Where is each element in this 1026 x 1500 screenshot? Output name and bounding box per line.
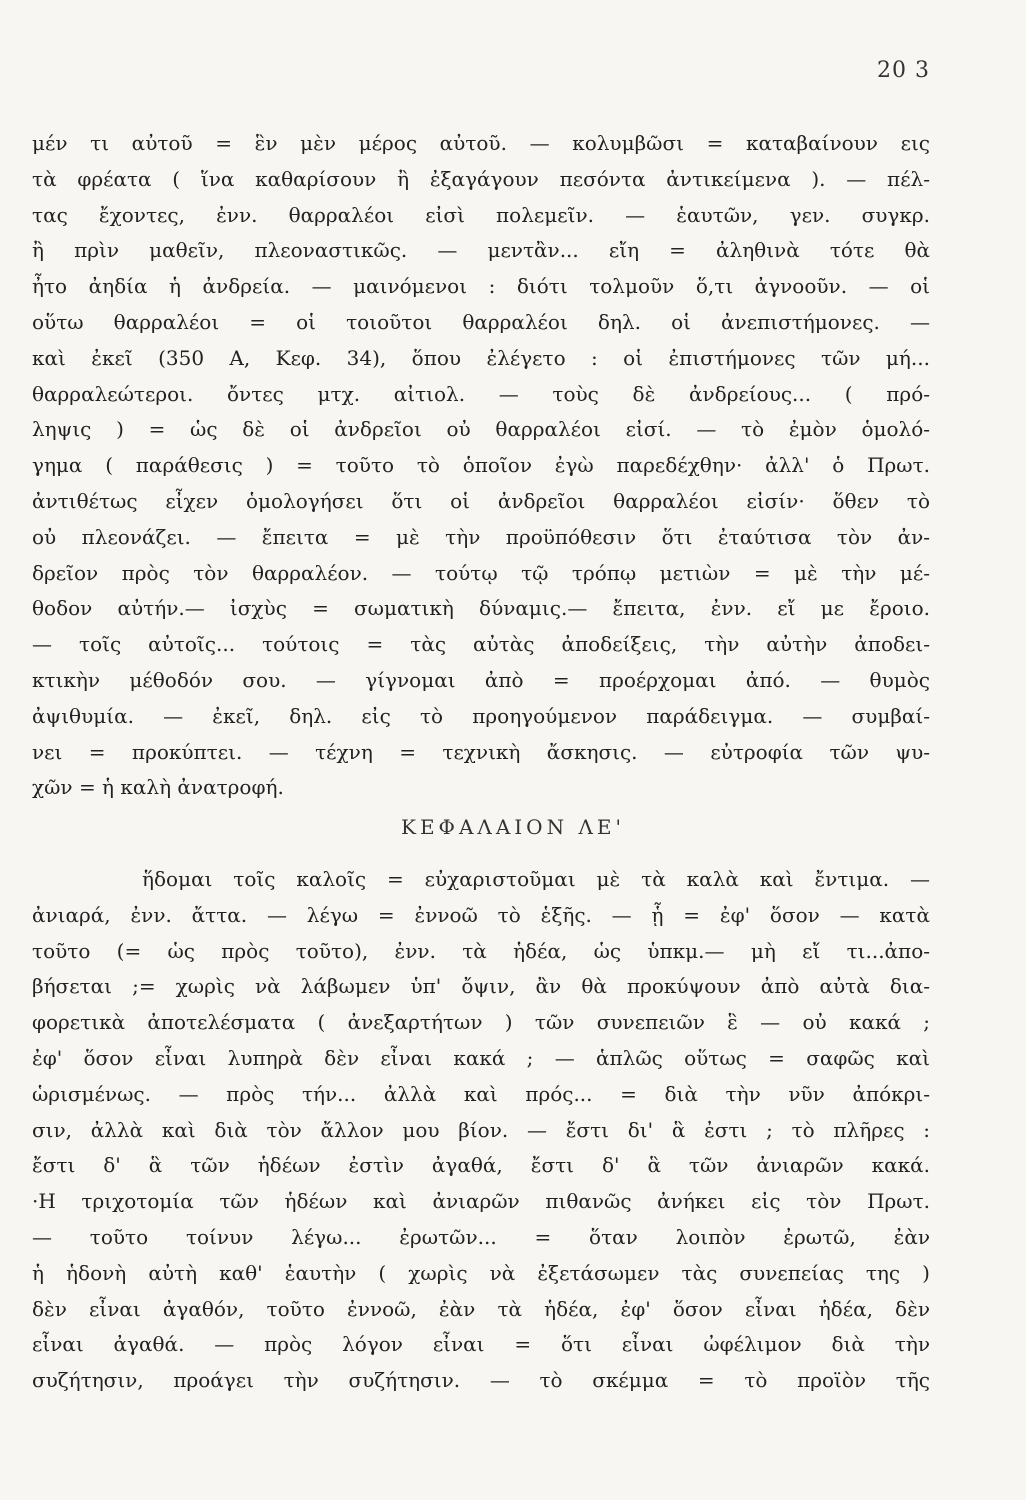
text-line: κτικὴν μέθοδόν σου. — γίγνομαι ἀπὸ = προέρχομαι ἀπό. — θυμὸς	[32, 667, 930, 692]
chapter-heading: ΚΕΦΑΛΑΙΟΝ ΛΕ'	[401, 815, 625, 839]
text-line: φορετικὰ ἀποτελέσματα ( ἀνεξαρτήτων ) τῶν συνεπειῶν ἓ — οὐ κακά ;	[32, 1010, 930, 1035]
text-line: εἶναι ἀγαθά. — πρὸς λόγον εἶναι = ὅτι εἶναι ὠφέλιμον διὰ τὴν	[32, 1332, 930, 1357]
text-line: ·Η τριχοτομία τῶν ἡδέων καὶ ἀνιαρῶν πιθανῶς ἀνήκει εἰς τὸν Πρωτ.	[32, 1189, 930, 1214]
text-line: θαρραλεώτεροι. ὄντες μτχ. αἰτιολ. — τοὺς δὲ ἀνδρείους... ( πρό-	[32, 381, 930, 406]
text-line: οὐ πλεονάζει. — ἔπειτα = μὲ τὴν προϋπόθεσιν ὅτι ἐταύτισα τὸν ἀν-	[32, 524, 930, 549]
text-line: θοδον αὐτήν.— ἰσχὺς = σωματικὴ δύναμις.— ἔπειτα, ἐνν. εἴ με ἔροιο.	[32, 596, 930, 621]
text-line: δὲν εἶναι ἀγαθόν, τοῦτο ἐννοῶ, ἐὰν τὰ ἡδέα, ἐφ' ὅσον εἶναι ἡδέα, δὲν	[32, 1296, 930, 1321]
text-line: ἀντιθέτως εἶχεν ὁμολογήσει ὅτι οἱ ἀνδρεῖοι θαρραλέοι εἰσίν· ὅθεν τὸ	[32, 488, 930, 513]
text-line: τας ἔχοντες, ἐνν. θαρραλέοι εἰσὶ πολεμεῖν. — ἑαυτῶν, γεν. συγκρ.	[32, 202, 930, 227]
text-line: γημα ( παράθεσις ) = τοῦτο τὸ ὁποῖον ἐγὼ παρεδέχθην· ἀλλ' ὁ Πρωτ.	[32, 453, 930, 478]
text-line: ἀνιαρά, ἐνν. ἄττα. — λέγω = ἐννοῶ τὸ ἑξῆς. — ᾗ = ἐφ' ὅσον — κατὰ	[32, 902, 930, 927]
page-number: 20 3	[877, 58, 930, 83]
text-line: τὰ φρέατα ( ἵνα καθαρίσουν ἢ ἐξαγάγουν πεσόντα ἀντικείμενα ). — πέλ-	[32, 166, 930, 191]
text-line: ἐφ' ὅσον εἶναι λυπηρὰ δὲν εἶναι κακά ; — ἁπλῶς οὕτως = σαφῶς καὶ	[32, 1045, 930, 1070]
text-line: ληψις ) = ὡς δὲ οἱ ἀνδρεῖοι οὐ θαρραλέοι εἰσί. — τὸ ἐμὸν ὁμολό-	[32, 417, 930, 442]
text-line: ἢ πρὶν μαθεῖν, πλεοναστικῶς. — μεντἂν... εἴη = ἀληθινὰ τότε θὰ	[32, 238, 930, 263]
text-line: χῶν = ἡ καλὴ ἀνατροφή.	[32, 775, 284, 800]
text-line: — τοῖς αὐτοῖς... τούτοις = τὰς αὐτὰς ἀποδείξεις, τὴν αὐτὴν ἀποδει-	[32, 632, 930, 657]
text-line: — τοῦτο τοίνυν λέγω... ἐρωτῶν... = ὅταν λοιπὸν ἐρωτῶ, ἐὰν	[32, 1224, 930, 1249]
commentary-block-1	[32, 126, 930, 806]
text-line: δρεῖον πρὸς τὸν θαρραλέον. — τούτῳ τῷ τρόπῳ μετιὼν = μὲ τὴν μέ-	[32, 560, 930, 585]
text-line: ἀψιθυμία. — ἐκεῖ, δηλ. εἰς τὸ προηγούμενον παράδειγμα. — συμβαί-	[32, 703, 930, 728]
text-line: ἔστι δ' ἃ τῶν ἡδέων ἐστὶν ἀγαθά, ἔστι δ' ἃ τῶν ἀνιαρῶν κακά.	[32, 1153, 930, 1178]
text-line: συζήτησιν, προάγει τὴν συζήτησιν. — τὸ σκέμμα = τὸ προϊὸν τῆς	[32, 1368, 930, 1393]
text-line: μέν τι αὐτοῦ = ἓν μὲν μέρος αὐτοῦ. — κολυμβῶσι = καταβαίνουν εις	[32, 131, 930, 155]
text-line: ἥδομαι τοῖς καλοῖς = εὐχαριστοῦμαι μὲ τὰ καλὰ καὶ ἔντιμα. —	[142, 867, 930, 891]
text-line: ὡρισμένως. — πρὸς τήν... ἀλλὰ καὶ πρός... = διὰ τὴν νῦν ἀπόκρι-	[32, 1081, 930, 1106]
text-line: καὶ ἐκεῖ (350 A, Κεφ. 34), ὅπου ἐλέγετο : οἱ ἐπιστήμονες τῶν μή...	[32, 345, 930, 370]
text-line: νει = προκύπτει. — τέχνη = τεχνικὴ ἄσκησις. — εὐτροφία τῶν ψυ-	[32, 739, 930, 764]
text-line: βήσεται ;= χωρὶς νὰ λάβωμεν ὑπ' ὄψιν, ἂν θὰ προκύψουν ἀπὸ αὐτὰ δια-	[32, 974, 930, 999]
text-line: οὕτω θαρραλέοι = οἱ τοιοῦτοι θαρραλέοι δηλ. οἱ ἀνεπιστήμονες. —	[32, 309, 930, 334]
text-line: ἦτο ἀηδία ἡ ἀνδρεία. — μαινόμενοι : διότι τολμοῦν ὅ,τι ἀγνοοῦν. — οἱ	[32, 274, 930, 299]
text-line: σιν, ἀλλὰ καὶ διὰ τὸν ἄλλον μου βίον. — ἔστι δι' ἃ ἐστι ; τὸ πλῆρες :	[32, 1117, 930, 1142]
commentary-block-2	[32, 862, 930, 1399]
text-line: ἡ ἡδονὴ αὐτὴ καθ' ἑαυτὴν ( χωρὶς νὰ ἐξετάσωμεν τὰς συνεπείας της )	[32, 1260, 930, 1285]
text-line: τοῦτο (= ὡς πρὸς τοῦτο), ἐνν. τὰ ἡδέα, ὡς ὑπκμ.— μὴ εἴ τι...ἀπο-	[32, 938, 930, 963]
